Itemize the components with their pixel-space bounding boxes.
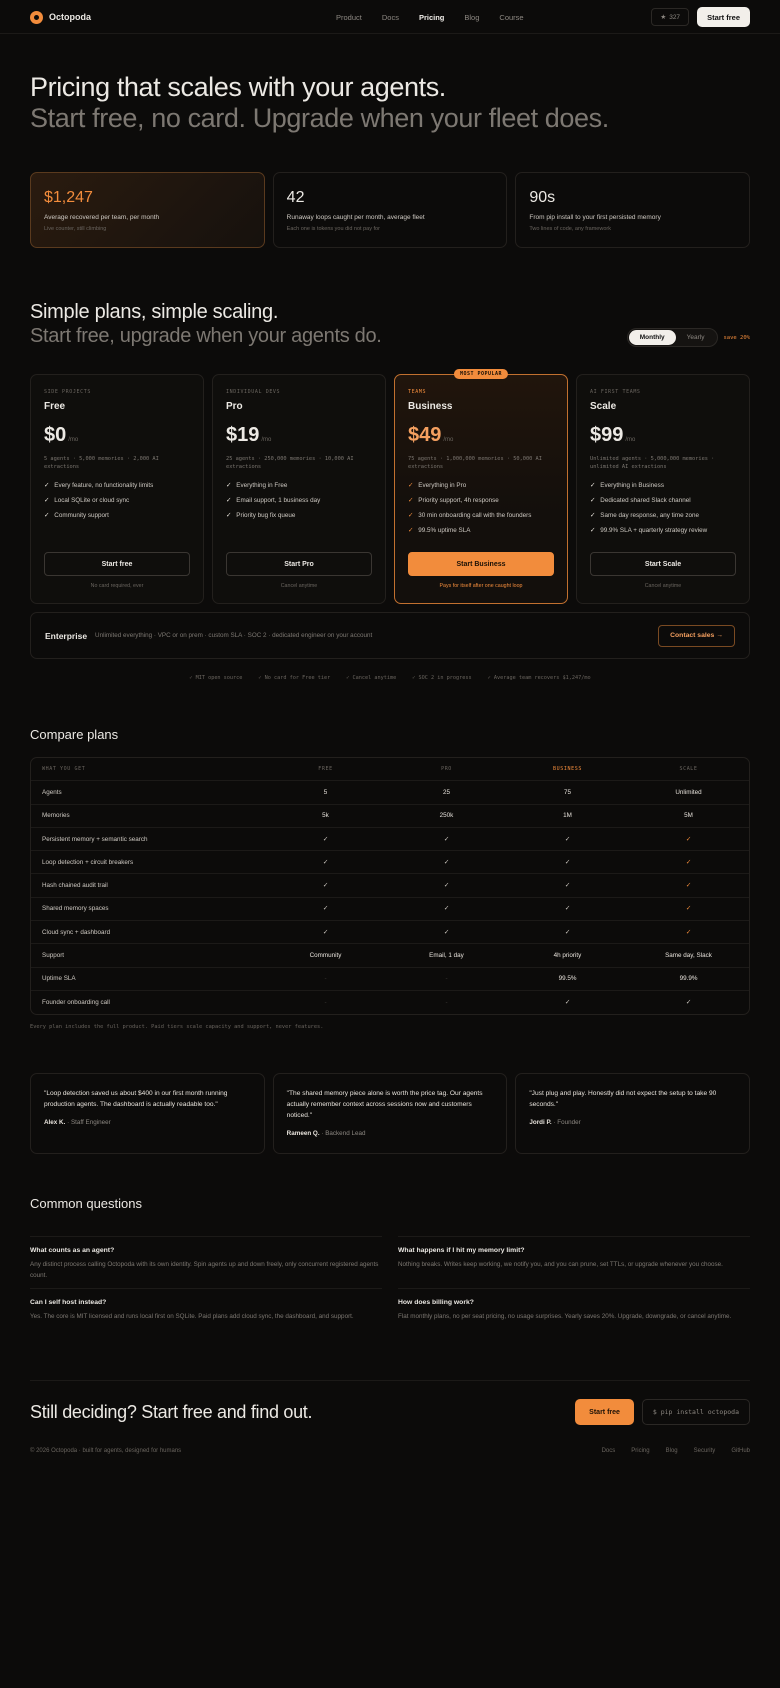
table-cell: ✓: [564, 905, 571, 913]
footer-cta-title: Still deciding? Start free and find out.: [30, 1401, 313, 1422]
enterprise-title: Enterprise: [45, 630, 88, 641]
table-cell: ✓: [564, 882, 571, 890]
footer-link-security[interactable]: Security: [693, 1448, 716, 1455]
stat-sub: Two lines of code, any framework: [529, 226, 611, 232]
star-icon: ★: [660, 14, 667, 21]
faq-question: How does billing work?: [398, 1299, 474, 1307]
footer-link-github[interactable]: GitHub: [731, 1448, 750, 1455]
feature-item: ✓ Dedicated shared Slack channel: [590, 497, 691, 504]
billing-toggle: [627, 328, 718, 347]
table-cell: ✓: [564, 999, 571, 1007]
nav-links: [336, 13, 524, 22]
table-cell: ✓: [685, 905, 692, 913]
hero-title: Pricing that scales with your agents.: [30, 72, 446, 102]
table-cell: -: [445, 975, 448, 983]
table-cell: ✓: [443, 928, 450, 936]
stat-label: Average recovered per team, per month: [44, 214, 160, 221]
start-business-button[interactable]: Start Business: [408, 552, 554, 576]
nav-link-product[interactable]: Product: [336, 12, 362, 22]
plan-price: $49: [408, 424, 442, 446]
plan-name: Pro: [226, 401, 243, 412]
plan-limits: 5 agents · 5,000 memories · 2,000 AI extractions: [44, 456, 159, 470]
table-row: [31, 898, 749, 921]
plan-cards: [30, 371, 750, 604]
footer-cta: [30, 1380, 750, 1425]
plan-note: No card required, ever: [90, 583, 144, 589]
plan-tier: TEAMS: [408, 389, 427, 395]
table-row: [31, 921, 749, 944]
plan-period: /mo: [443, 437, 454, 443]
row-label: Persistent memory + semantic search: [42, 835, 148, 843]
table-row: [31, 991, 749, 1014]
faq-item[interactable]: [398, 1288, 750, 1340]
enterprise-desc: Unlimited everything · VPC or on prem · custom SLA · SOC 2 · dedicated engineer on your account: [95, 632, 373, 639]
trust-item: ✓ Average team recovers $1,247/mo: [487, 675, 591, 681]
faq-question: What counts as an agent?: [30, 1247, 115, 1255]
stats-row: [30, 172, 750, 248]
faq-answer: Nothing breaks. Writes keep working, we notify you, and you can prune, set TTLs, or upgrade whenever you choose.: [398, 1261, 723, 1269]
stat-value: 90s: [529, 189, 556, 206]
table-cell: ✓: [322, 835, 329, 843]
plan-tier: INDIVIDUAL DEVS: [226, 389, 281, 395]
table-cell: -: [324, 999, 327, 1007]
plan-limits: 25 agents · 250,000 memories · 10,000 AI extractions: [226, 456, 354, 470]
check-icon: ✓: [408, 512, 414, 519]
testimonial-card: "The shared memory piece alone is worth the price tag. Our agents actually remember context across sessions now and customers noticed." Rameen Q. · Backend Lead: [273, 1073, 508, 1154]
row-label: Shared memory spaces: [42, 905, 109, 913]
table-row: [31, 781, 749, 804]
toggle-yearly[interactable]: Yearly: [686, 334, 705, 341]
table-cell: 250k: [439, 812, 454, 820]
check-icon: ✓: [44, 512, 50, 519]
compare-table: [30, 757, 750, 1015]
stat-label: Runaway loops caught per month, average fleet: [286, 214, 425, 221]
plan-period: /mo: [261, 437, 272, 443]
check-icon: ✓: [408, 497, 414, 504]
table-cell: ✓: [685, 835, 692, 843]
quote-text: "The shared memory piece alone is worth the price tag. Our agents actually remember context across sessions now and customers noticed.": [286, 1090, 483, 1120]
nav-link-course[interactable]: Course: [499, 12, 524, 22]
table-row: [31, 874, 749, 897]
faq-grid: [30, 1236, 750, 1340]
start-pro-button[interactable]: Start Pro: [226, 552, 372, 576]
trust-item: ✓ Cancel anytime: [346, 675, 397, 681]
pip-install-command[interactable]: $ pip install octopoda: [642, 1399, 750, 1425]
check-icon: ✓: [44, 482, 50, 489]
feature-item: ✓ Everything in Business: [590, 482, 664, 489]
stat-label: From pip install to your first persisted memory: [529, 214, 661, 221]
table-row: [31, 944, 749, 967]
plan-note: Pays for itself after one caught loop: [439, 583, 523, 589]
stat-card: [273, 172, 508, 248]
trust-item: ✓ No card for Free tier: [258, 675, 331, 681]
feature-item: ✓ Same day response, any time zone: [590, 512, 699, 519]
nav-link-blog[interactable]: Blog: [464, 12, 480, 22]
testimonial-card: "Loop detection saved us about $400 in our first month running production agents. The dashboard is actually readable too." Alex K. · Staff Engineer: [30, 1073, 265, 1154]
quote-role: Backend Lead: [325, 1130, 366, 1138]
feature-item: ✓ 30 min onboarding call with the founders: [408, 512, 532, 519]
trust-item: ✓ MIT open source: [189, 675, 243, 681]
table-cell: Unlimited: [675, 788, 702, 796]
stat-sub: Each one is tokens you did not pay for: [286, 226, 380, 232]
plan-features: [408, 482, 554, 534]
table-cell: ✓: [322, 882, 329, 890]
table-cell: ✓: [564, 928, 571, 936]
plan-limits: 75 agents · 1,000,000 memories · 50,000 AI extractions: [408, 456, 542, 470]
plan-features: [226, 482, 372, 519]
hero: [30, 34, 750, 134]
stat-sub: Live counter, still climbing: [44, 226, 107, 232]
feature-item: ✓ Email support, 1 business day: [226, 497, 321, 504]
plan-price: $19: [226, 424, 260, 446]
plan-card-pro: [212, 374, 386, 604]
faq-answer: Flat monthly plans, no per seat pricing, no usage surprises. Yearly saves 20%. Upgrade, downgrade, or cancel anytime.: [398, 1313, 732, 1321]
plan-name: Free: [44, 401, 66, 412]
row-label: Support: [42, 952, 65, 960]
table-cell: ✓: [443, 835, 450, 843]
table-row: [31, 805, 749, 828]
feature-item: ✓ Local SQLite or cloud sync: [44, 497, 130, 504]
feature-item: ✓ Every feature, no functionality limits: [44, 482, 154, 489]
compare-title: Compare plans: [30, 727, 119, 742]
plan-card-scale: [576, 374, 750, 604]
quote-role: Staff Engineer: [70, 1119, 111, 1127]
table-cell: 25: [442, 788, 450, 796]
table-cell: Email, 1 day: [429, 952, 464, 960]
plan-card-business: [394, 371, 568, 604]
check-icon: ✓: [590, 512, 596, 519]
check-icon: ✓: [44, 497, 50, 504]
quote-author: Alex K.: [44, 1119, 66, 1127]
feature-item: ✓ Priority bug fix queue: [226, 512, 296, 519]
plan-note: Cancel anytime: [644, 583, 682, 589]
table-cell: ✓: [564, 858, 571, 866]
faq-item[interactable]: [30, 1236, 382, 1288]
start-free-button[interactable]: Start free: [44, 552, 190, 576]
nav-start-free-button[interactable]: Start free: [697, 7, 750, 27]
table-cell: 5: [323, 788, 328, 796]
table-cell: ✓: [443, 858, 450, 866]
stat-card: [30, 172, 265, 248]
table-cell: ✓: [322, 928, 329, 936]
plan-features: [44, 482, 190, 519]
row-label: Hash chained audit trail: [42, 882, 108, 890]
contact-sales-button[interactable]: Contact sales →: [658, 625, 735, 647]
quote-role: Founder: [557, 1119, 581, 1127]
plan-price: $99: [590, 424, 624, 446]
testimonial-card: "Just plug and play. Honestly did not expect the setup to take 90 seconds." Jordi P. · Founder: [515, 1073, 750, 1154]
plan-name: Business: [408, 401, 453, 412]
table-cell: Community: [309, 952, 342, 960]
octopoda-logo-icon: [30, 11, 43, 24]
table-row: [31, 968, 749, 991]
table-cell: Same day, Slack: [665, 952, 712, 960]
quote-text: "Just plug and play. Honestly did not expect the setup to take 90 seconds.": [529, 1090, 717, 1109]
plan-name: Scale: [590, 401, 617, 412]
row-label: Founder onboarding call: [42, 999, 110, 1007]
footer-link-blog[interactable]: Blog: [665, 1448, 678, 1455]
table-cell: 99.5%: [558, 975, 577, 983]
col-header: WHAT YOU GET: [42, 766, 86, 773]
quote-author: Rameen Q.: [286, 1130, 320, 1138]
table-cell: 5M: [684, 812, 693, 820]
feature-item: ✓ 99.5% uptime SLA: [408, 527, 471, 534]
table-cell: ✓: [564, 835, 571, 843]
trust-item: ✓ SOC 2 in progress: [412, 675, 472, 681]
table-cell: ✓: [322, 858, 329, 866]
footer: [30, 1448, 750, 1454]
check-icon: ✓: [590, 527, 596, 534]
faq-item[interactable]: [30, 1288, 382, 1340]
faq-title: Common questions: [30, 1196, 142, 1212]
feature-item: ✓ Community support: [44, 512, 109, 519]
check-icon: ✓: [408, 527, 414, 534]
table-cell: 5k: [322, 812, 329, 820]
table-row: [31, 851, 749, 874]
table-cell: -: [445, 999, 448, 1007]
quote-text: "Loop detection saved us about $400 in our first month running production agents. The dashboard is actually readable too.": [44, 1090, 228, 1109]
row-label: Cloud sync + dashboard: [42, 928, 111, 936]
nav-link-pricing[interactable]: Pricing: [418, 12, 445, 22]
plan-limits: Unlimited agents · 5,000,000 memories · unlimited AI extractions: [590, 456, 715, 470]
feature-item: ✓ 99.9% SLA + quarterly strategy review: [590, 527, 708, 534]
brand-name: Octopoda: [49, 12, 91, 22]
check-icon: ✓: [226, 482, 232, 489]
col-header: SCALE: [679, 766, 698, 773]
plan-period: /mo: [625, 437, 636, 443]
table-cell: ✓: [322, 905, 329, 913]
table-cell: ✓: [685, 858, 692, 866]
compare-note: Every plan includes the full product. Paid tiers scale capacity and support, never features.: [30, 1024, 324, 1031]
github-stars-button[interactable]: [651, 8, 689, 26]
faq-answer: Yes. The core is MIT licensed and runs local first on SQLite. Paid plans add cloud sync, the dashboard, and support.: [30, 1313, 354, 1321]
table-header: [31, 758, 749, 781]
enterprise-banner: [30, 612, 750, 659]
table-cell: 4h priority: [553, 952, 582, 960]
quote-author: Jordi P.: [529, 1119, 552, 1127]
col-header: FREE: [318, 766, 333, 773]
plan-price: $0: [44, 424, 67, 446]
col-header: PRO: [441, 766, 452, 773]
brand[interactable]: [30, 11, 91, 24]
table-cell: 1M: [563, 812, 572, 820]
table-cell: ✓: [685, 999, 692, 1007]
start-scale-button[interactable]: Start Scale: [590, 552, 736, 576]
row-label: Agents: [42, 788, 62, 796]
top-nav: [0, 0, 780, 34]
faq-answer: Any distinct process calling Octopoda with its own identity. Spin agents up and down freely, only concurrent registered agents count.: [30, 1261, 379, 1280]
table-cell: ✓: [443, 905, 450, 913]
feature-item: ✓ Everything in Pro: [408, 482, 467, 489]
plans-title: Simple plans, simple scaling.: [30, 301, 279, 323]
footer-start-free-button[interactable]: Start free: [575, 1399, 634, 1425]
star-count: 327: [669, 13, 681, 21]
faq-question: Can I self host instead?: [30, 1299, 107, 1307]
check-icon: ✓: [226, 512, 232, 519]
yearly-savings-label: save 20%: [723, 334, 750, 341]
table-row: [31, 828, 749, 851]
faq-item[interactable]: [398, 1236, 750, 1288]
plan-note: Cancel anytime: [280, 583, 318, 589]
feature-item: ✓ Priority support, 4h response: [408, 497, 499, 504]
most-popular-badge: MOST POPULAR: [454, 369, 508, 379]
plan-tier: SIDE PROJECTS: [44, 389, 91, 395]
trust-row: [30, 675, 750, 681]
feature-item: ✓ Everything in Free: [226, 482, 288, 489]
check-icon: ✓: [590, 497, 596, 504]
nav-link-docs[interactable]: Docs: [381, 12, 399, 22]
table-cell: 75: [563, 788, 571, 796]
faq-question: What happens if I hit my memory limit?: [398, 1247, 525, 1255]
plan-card-free: [30, 374, 204, 604]
plan-period: /mo: [68, 437, 79, 443]
check-icon: ✓: [590, 482, 596, 489]
plan-tier: AI FIRST TEAMS: [590, 389, 641, 395]
col-header: BUSINESS: [553, 766, 582, 773]
testimonials: [30, 1073, 750, 1154]
toggle-monthly[interactable]: Monthly: [629, 330, 676, 345]
check-icon: ✓: [226, 497, 232, 504]
table-cell: ✓: [685, 882, 692, 890]
stat-value: $1,247: [44, 189, 93, 206]
copyright: © 2026 Octopoda · built for agents, designed for humans: [30, 1448, 182, 1455]
plan-features: [590, 482, 736, 534]
row-label: Memories: [42, 812, 70, 820]
table-cell: 99.9%: [679, 975, 698, 983]
hero-subtitle: Start free, no card. Upgrade when your fleet does.: [30, 103, 609, 133]
table-cell: ✓: [443, 882, 450, 890]
stat-value: 42: [286, 189, 305, 206]
row-label: Uptime SLA: [42, 975, 76, 983]
check-icon: ✓: [408, 482, 414, 489]
plans-subtitle: Start free, upgrade when your agents do.: [30, 325, 382, 347]
table-cell: -: [324, 975, 327, 983]
footer-link-docs[interactable]: Docs: [601, 1448, 616, 1455]
row-label: Loop detection + circuit breakers: [42, 858, 134, 866]
footer-link-pricing[interactable]: Pricing: [631, 1448, 650, 1455]
table-cell: ✓: [685, 928, 692, 936]
stat-card: [515, 172, 750, 248]
